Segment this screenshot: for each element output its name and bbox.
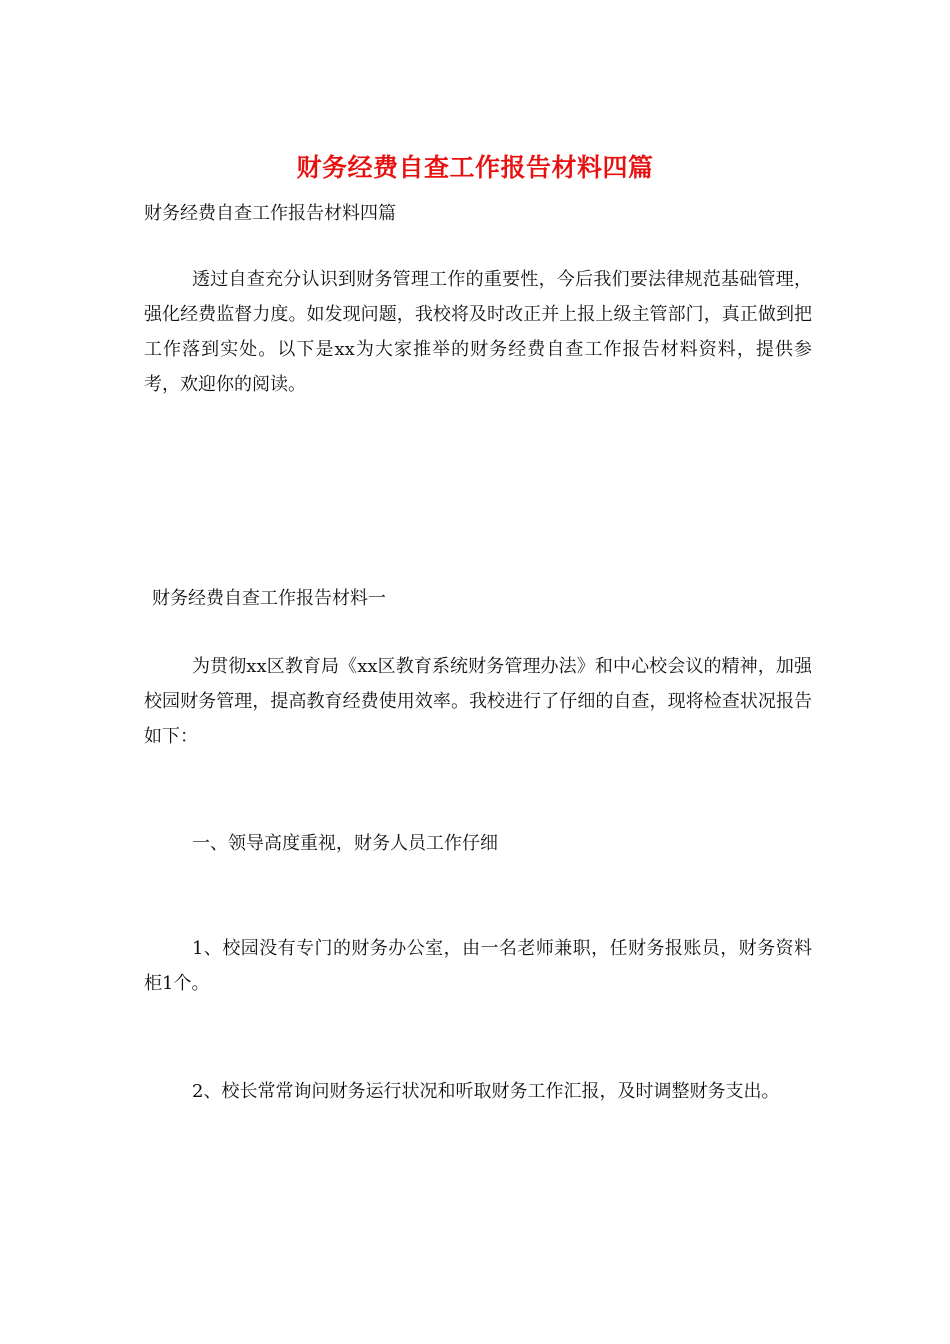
intro-paragraph: 透过自查充分认识到财务管理工作的重要性，今后我们要法律规范基础管理，强化经费监督力度。如发现问题，我校将及时改正并上报上级主管部门，真正做到把工作落到实处。以下是xx为大家推举的财务经费自查工作报告材料资料，提供参考，欢迎你的阅读。 [144,269,812,395]
item-1-paragraph: 1、校园没有专门的财务办公室，由一名老师兼职，任财务报账员，财务资料柜1个。 [144,938,812,994]
document-title: 财务经费自查工作报告材料四篇 [296,153,654,182]
section-title: 财务经费自查工作报告材料一 [152,588,386,609]
section-intro-paragraph: 为贯彻xx区教育局《xx区教育系统财务管理办法》和中心校会议的精神，加强校园财务管理，提高教育经费使用效率。我校进行了仔细的自查，现将检查状况报告如下： [144,656,812,747]
item-2-paragraph: 2、校长常常询问财务运行状况和听取财务工作汇报，及时调整财务支出。 [192,1081,780,1102]
document-subtitle: 财务经费自查工作报告材料四篇 [144,203,396,224]
heading-1: 一、领导高度重视，财务人员工作仔细 [192,833,498,854]
